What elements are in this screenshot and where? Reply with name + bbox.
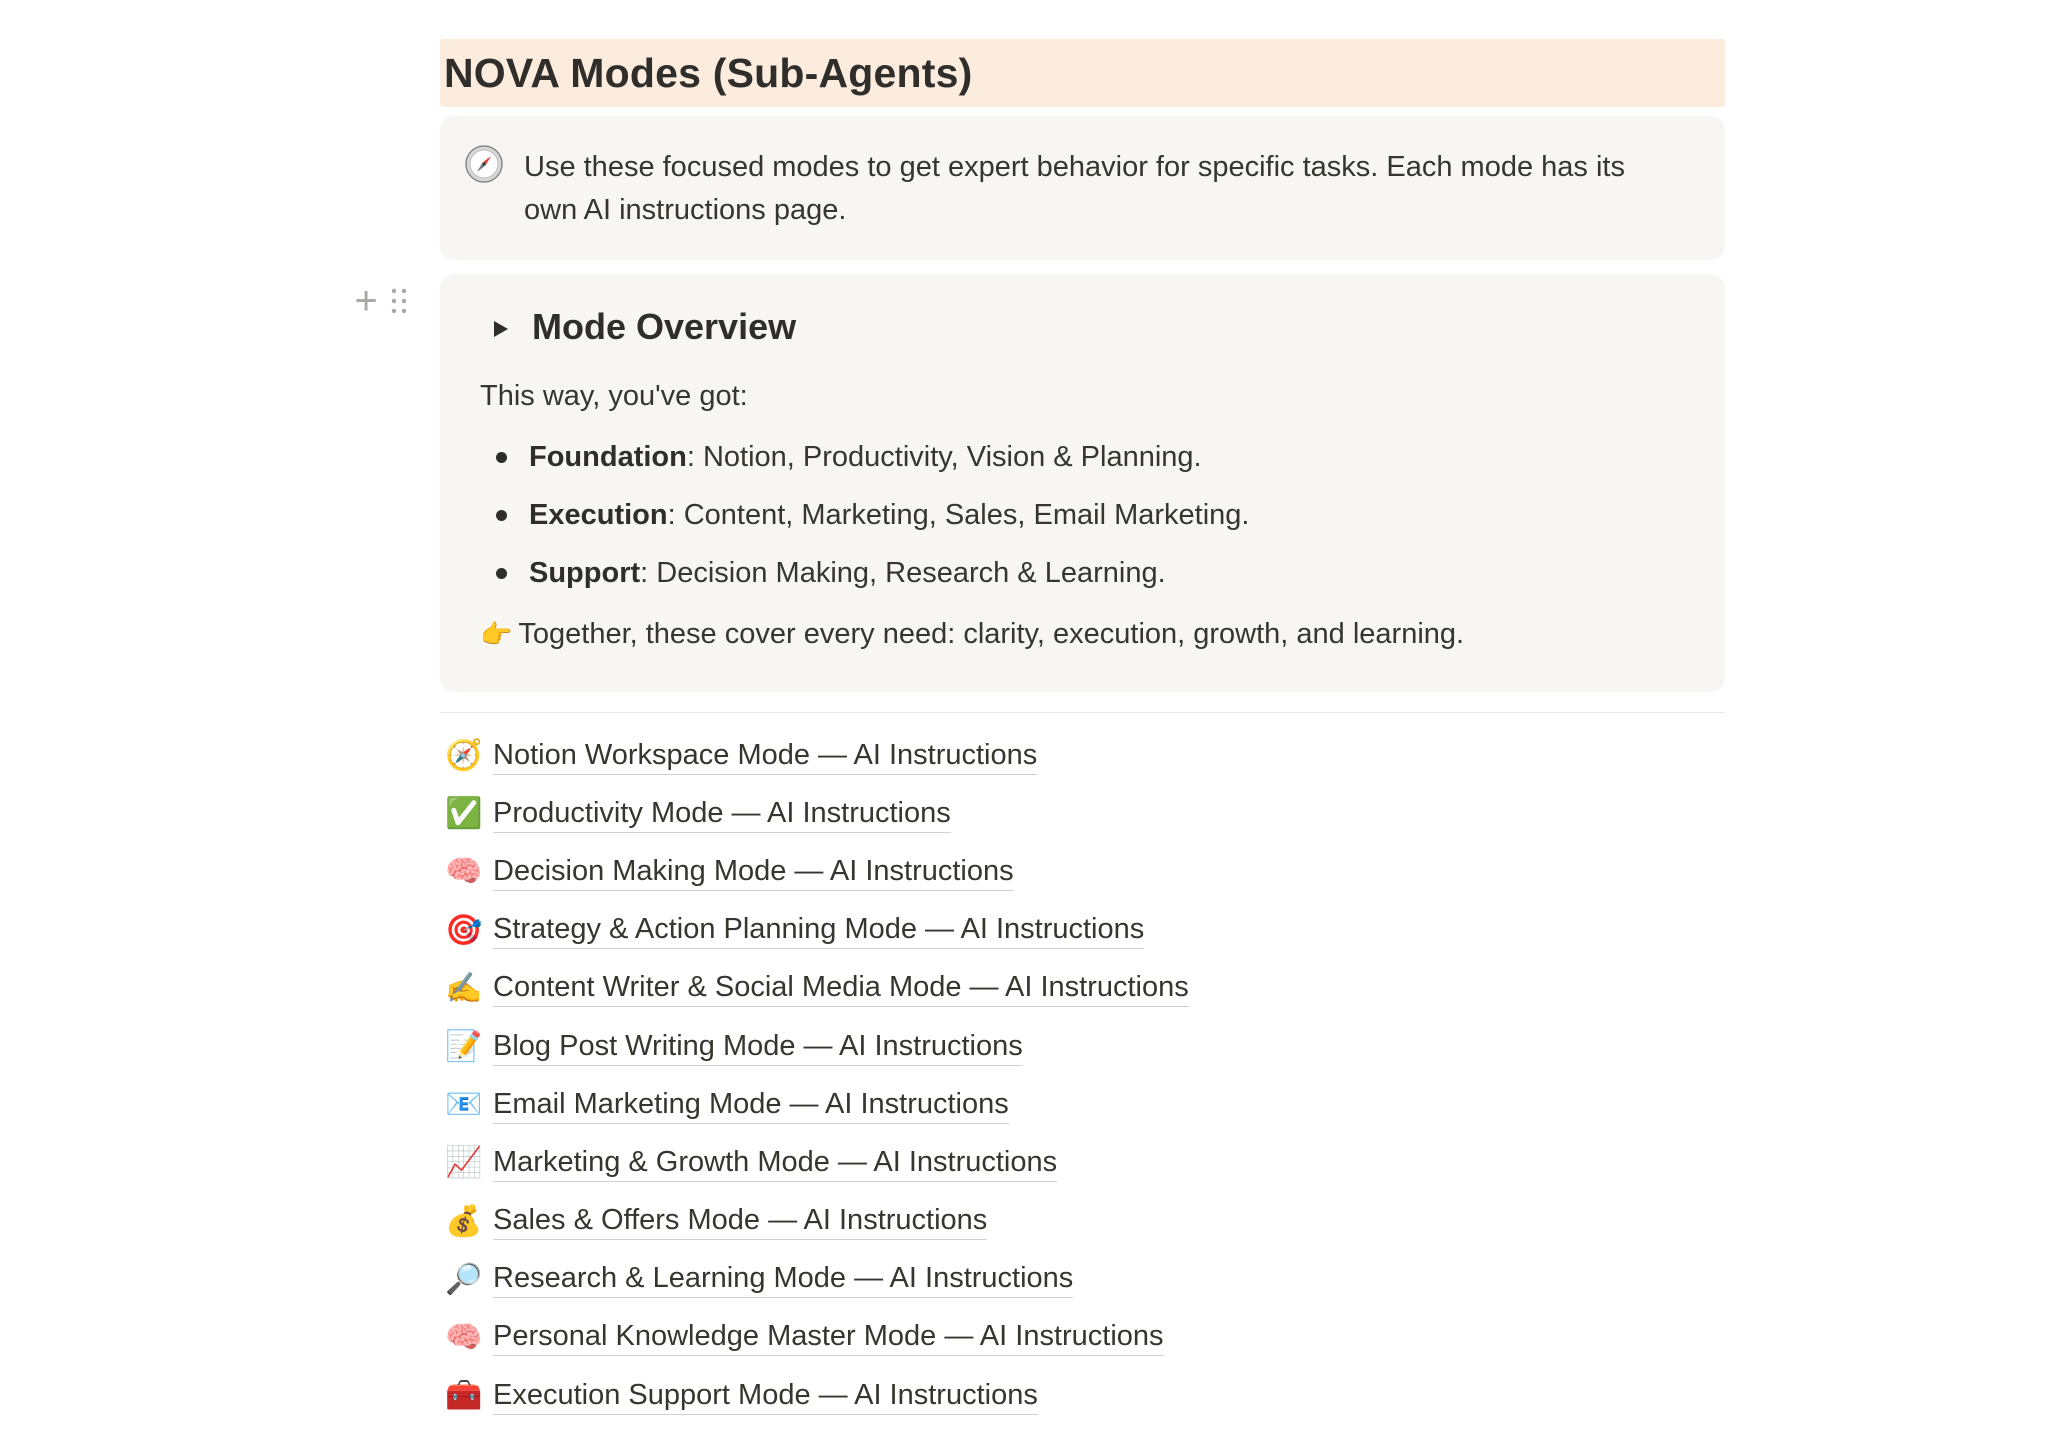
mode-link-sales-offers[interactable]: [440, 1193, 1725, 1251]
bullet-detail: : Decision Making, Research & Learning.: [640, 556, 1166, 589]
mode-link-label[interactable]: Email Marketing Mode — AI Instructions: [493, 1087, 1009, 1124]
bullet-item-execution: [480, 486, 1685, 544]
mode-link-label[interactable]: Sales & Offers Mode — AI Instructions: [493, 1203, 987, 1240]
bullet-dot-icon: [496, 452, 507, 463]
callout-block[interactable]: [440, 116, 1725, 260]
mode-link-execution-support[interactable]: [440, 1367, 1725, 1425]
pointing-hand-icon: 👉: [480, 618, 513, 649]
mode-link-label[interactable]: Content Writer & Social Media Mode — AI Instructions: [493, 970, 1189, 1007]
target-icon: 🎯: [445, 913, 483, 947]
closing-text: Together, these cover every need: clarity, execution, growth, and learning.: [518, 617, 1465, 650]
bullet-detail: : Content, Marketing, Sales, Email Marketing.: [667, 498, 1250, 531]
drag-handle-icon[interactable]: [390, 286, 408, 316]
mode-link-notion-workspace[interactable]: [440, 727, 1725, 785]
block-controls: [352, 279, 408, 323]
toggle-triangle-icon[interactable]: [494, 321, 508, 337]
bullet-item-support: [480, 544, 1685, 602]
mode-link-decision-making[interactable]: [440, 843, 1725, 901]
divider: [440, 712, 1725, 713]
bullet-dot-icon: [496, 510, 507, 521]
compass-icon: 🧭: [445, 739, 483, 773]
mode-link-label[interactable]: Blog Post Writing Mode — AI Instructions: [493, 1029, 1023, 1066]
mode-link-label[interactable]: Research & Learning Mode — AI Instructions: [493, 1261, 1073, 1298]
check-mark-icon: ✅: [445, 797, 483, 831]
brain-icon: 🧠: [445, 1320, 483, 1354]
bullet-text: [529, 499, 1249, 532]
mode-link-label[interactable]: Execution Support Mode — AI Instructions: [493, 1378, 1038, 1415]
mode-link-marketing-growth[interactable]: [440, 1134, 1725, 1192]
toggle-header[interactable]: [480, 302, 1685, 352]
add-block-icon[interactable]: +: [354, 279, 378, 323]
mode-link-label[interactable]: Strategy & Action Planning Mode — AI Instructions: [493, 912, 1144, 949]
memo-icon: 📝: [445, 1030, 483, 1064]
mode-link-label[interactable]: Personal Knowledge Master Mode — AI Instructions: [493, 1319, 1164, 1356]
bullet-text: [529, 441, 1202, 474]
mode-link-label[interactable]: Productivity Mode — AI Instructions: [493, 796, 951, 833]
brain-icon: 🧠: [445, 855, 483, 889]
page-content: [354, 39, 1725, 1425]
mode-link-content-writer-social-media[interactable]: [440, 960, 1725, 1018]
mode-link-email-marketing[interactable]: [440, 1076, 1725, 1134]
mode-link-label[interactable]: Marketing & Growth Mode — AI Instructions: [493, 1145, 1057, 1182]
bullet-item-foundation: [480, 428, 1685, 486]
email-icon: 📧: [445, 1088, 483, 1122]
chart-increasing-icon: 📈: [445, 1146, 483, 1180]
bullet-label: Execution: [529, 498, 668, 531]
bullet-dot-icon: [496, 568, 507, 579]
toggle-intro: This way, you've got:: [480, 380, 748, 412]
mode-link-research-learning[interactable]: [440, 1251, 1725, 1309]
closing-line: [480, 606, 1685, 662]
mode-link-personal-knowledge-master[interactable]: [440, 1309, 1725, 1367]
magnifying-glass-icon: 🔎: [445, 1262, 483, 1296]
writing-hand-icon: ✍️: [445, 971, 483, 1005]
callout-text: Use these focused modes to get expert behavior for specific tasks. Each mode has its own AI instructions page.: [524, 151, 1625, 226]
mode-overview-toggle: [354, 274, 1725, 692]
page-title: NOVA Modes (Sub-Agents): [444, 49, 973, 96]
toggle-title: Mode Overview: [532, 306, 797, 347]
compass-icon: [464, 144, 504, 184]
bullet-text: [529, 557, 1166, 590]
mode-link-label[interactable]: Decision Making Mode — AI Instructions: [493, 854, 1014, 891]
mode-link-strategy-action-planning[interactable]: [440, 902, 1725, 960]
bullet-detail: : Notion, Productivity, Vision & Planning.: [686, 440, 1202, 473]
bullet-list: [480, 428, 1685, 602]
mode-link-productivity[interactable]: [440, 785, 1725, 843]
bullet-label: Support: [529, 556, 641, 589]
mode-links-list: [440, 727, 1725, 1425]
money-bag-icon: 💰: [445, 1204, 483, 1238]
toolbox-icon: 🧰: [445, 1379, 483, 1413]
mode-link-label[interactable]: Notion Workspace Mode — AI Instructions: [493, 738, 1037, 775]
bullet-label: Foundation: [529, 440, 687, 473]
mode-link-blog-post-writing[interactable]: [440, 1018, 1725, 1076]
page-heading-block[interactable]: [440, 39, 1725, 107]
